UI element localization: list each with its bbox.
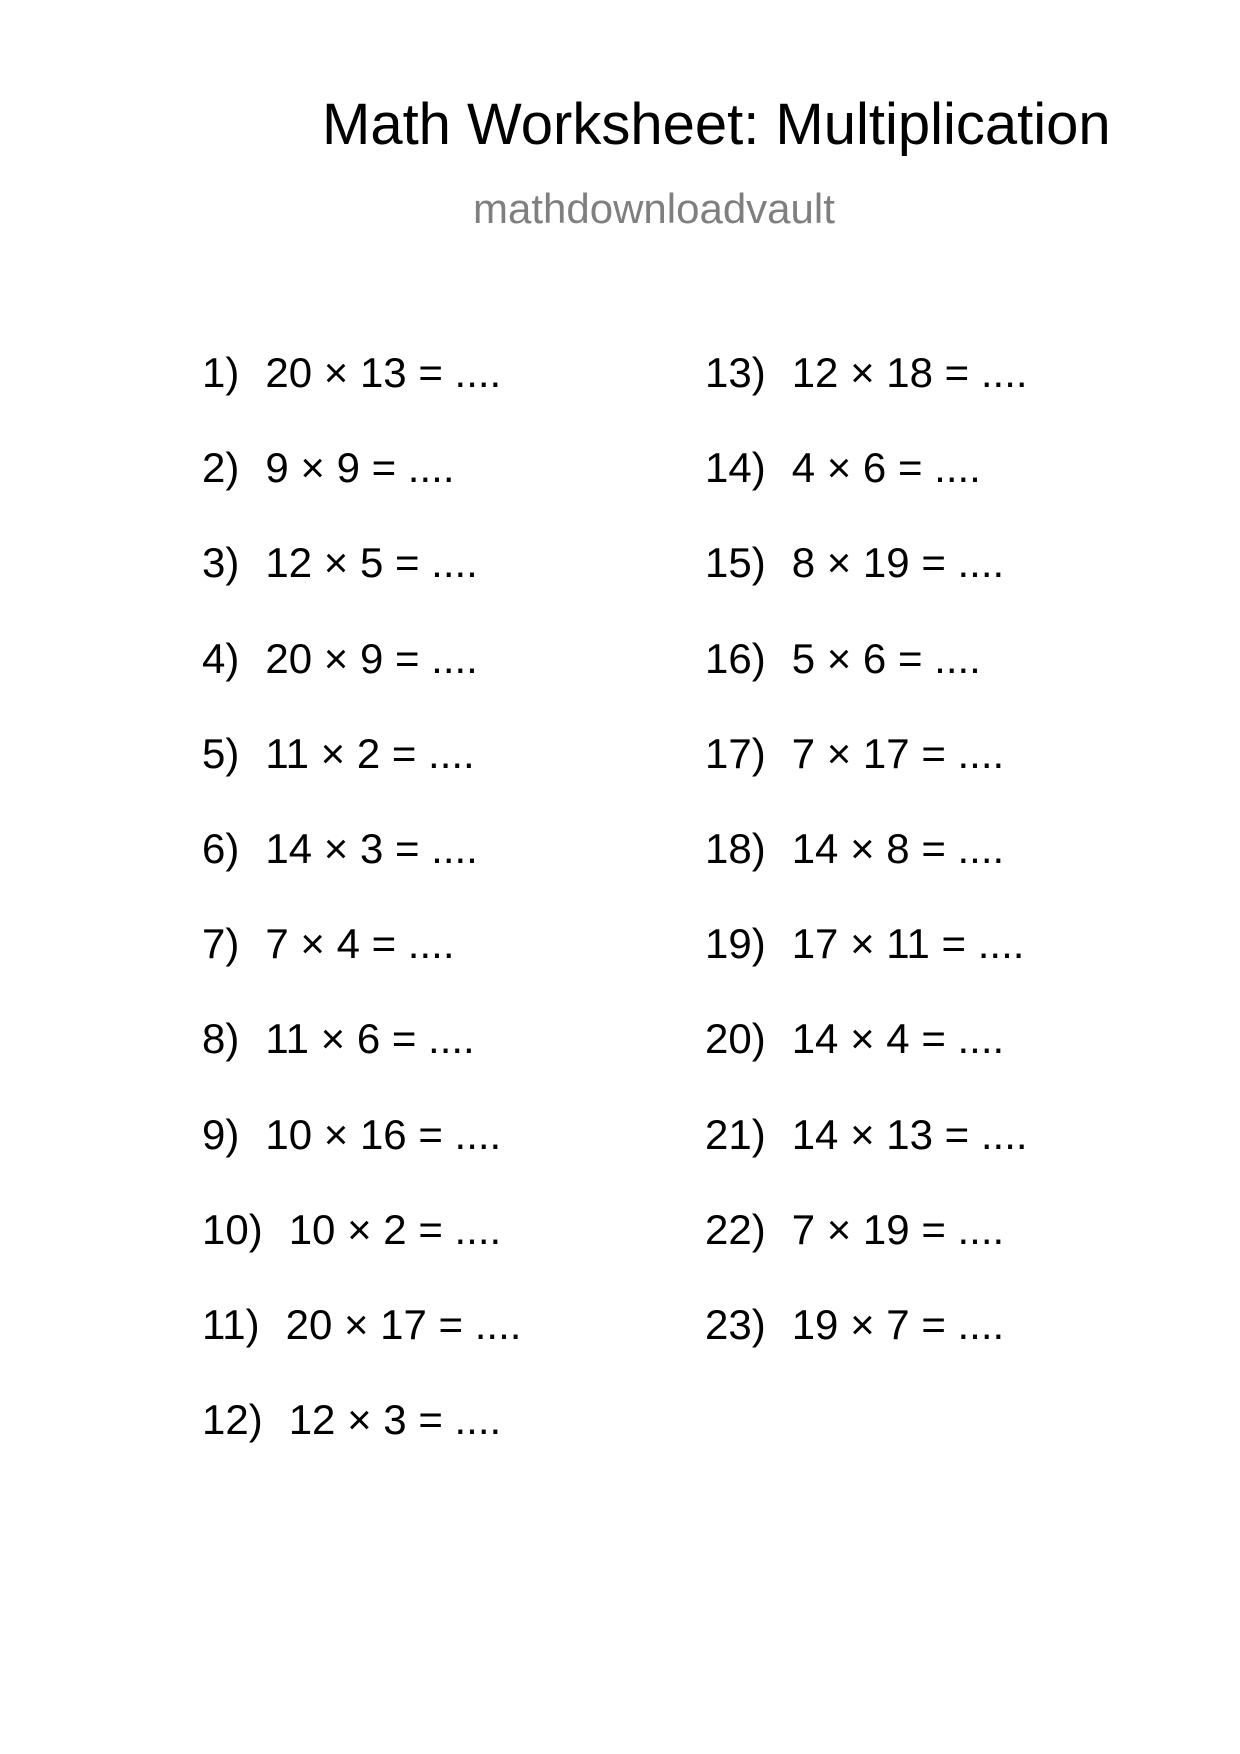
- problem-expression: 10 × 2 = ....: [288, 1205, 502, 1253]
- problem-expression: 11 × 6 = ....: [265, 1015, 475, 1063]
- problem-number: 11): [202, 1300, 260, 1348]
- problem-expression: 17 × 11 = ....: [791, 920, 1025, 968]
- problem-item-3: [202, 539, 521, 637]
- problem-expression: 14 × 13 = ....: [791, 1110, 1028, 1158]
- page-subtitle: mathdownloadvault: [473, 185, 835, 232]
- problem-number: 9): [202, 1110, 240, 1158]
- problem-item-11: [202, 1300, 522, 1399]
- problem-item-13: [705, 349, 1028, 447]
- problem-number: 10): [202, 1205, 263, 1253]
- problem-number: 16): [705, 634, 766, 682]
- problem-item-19: [705, 920, 1028, 1018]
- problem-expression: 20 × 17 = ....: [285, 1300, 522, 1348]
- problem-number: 23): [705, 1300, 766, 1348]
- problem-expression: 7 × 19 = ....: [791, 1205, 1005, 1253]
- problem-item-15: [705, 539, 1028, 637]
- problem-item-5: [202, 729, 521, 828]
- problem-expression: 12 × 18 = ....: [791, 349, 1028, 396]
- problem-expression: 8 × 19 = ....: [791, 539, 1005, 587]
- problem-item-22: [705, 1205, 1028, 1304]
- problem-expression: 7 × 4 = ....: [265, 920, 455, 968]
- problem-number: 1): [202, 349, 240, 396]
- problem-item-6: [202, 824, 521, 923]
- problem-number: 17): [705, 729, 766, 777]
- problem-number: 20): [705, 1015, 766, 1063]
- problem-item-18: [705, 824, 1028, 923]
- problem-number: 6): [202, 824, 240, 872]
- problem-number: 8): [202, 1015, 240, 1063]
- problem-list-right: [705, 349, 1028, 1399]
- problem-item-9: [202, 1110, 521, 1209]
- page-title: Math Worksheet: Multiplication: [322, 92, 1111, 157]
- problem-expression: 9 × 9 = ....: [265, 444, 455, 492]
- problem-number: 14): [705, 444, 766, 492]
- problem-expression: 10 × 16 = ....: [265, 1110, 502, 1158]
- problem-number: 3): [202, 539, 240, 587]
- problem-number: 21): [705, 1110, 766, 1158]
- problem-item-21: [705, 1110, 1028, 1209]
- problem-number: 19): [705, 920, 766, 968]
- problem-expression: 4 × 6 = ....: [791, 444, 981, 492]
- problem-expression: 14 × 8 = ....: [791, 824, 1005, 872]
- problem-number: 7): [202, 920, 240, 968]
- problem-expression: 20 × 13 = ....: [265, 349, 502, 396]
- problem-expression: 11 × 2 = ....: [265, 729, 475, 777]
- problem-number: 2): [202, 444, 240, 492]
- problem-item-7: [202, 920, 521, 1018]
- problem-item-2: [202, 444, 521, 542]
- problem-number: 18): [705, 824, 766, 872]
- problem-expression: 19 × 7 = ....: [791, 1300, 1005, 1348]
- problem-expression: 5 × 6 = ....: [791, 634, 981, 682]
- problem-item-8: [202, 1015, 521, 1113]
- problem-expression: 14 × 3 = ....: [265, 824, 478, 872]
- problem-item-4: [202, 634, 521, 733]
- problem-item-14: [705, 444, 1028, 542]
- problem-expression: 14 × 4 = ....: [791, 1015, 1005, 1063]
- problem-item-16: [705, 634, 1028, 733]
- problem-number: 4): [202, 634, 240, 682]
- problem-expression: 20 × 9 = ....: [265, 634, 478, 682]
- problem-item-1: [202, 349, 521, 447]
- problem-item-12: [202, 1396, 521, 1494]
- problem-expression: 7 × 17 = ....: [791, 729, 1005, 777]
- problem-number: 22): [705, 1205, 766, 1253]
- problem-number: 5): [202, 729, 240, 777]
- problem-number: 15): [705, 539, 766, 587]
- problem-item-20: [705, 1015, 1028, 1113]
- problem-expression: 12 × 5 = ....: [265, 539, 478, 587]
- problem-number: 12): [202, 1396, 263, 1444]
- problem-item-23: [705, 1300, 1028, 1399]
- problem-number: 13): [705, 349, 766, 396]
- problem-expression: 12 × 3 = ....: [288, 1396, 502, 1444]
- problem-item-17: [705, 729, 1028, 828]
- problem-item-10: [202, 1205, 521, 1304]
- problem-list-left: [202, 349, 522, 1494]
